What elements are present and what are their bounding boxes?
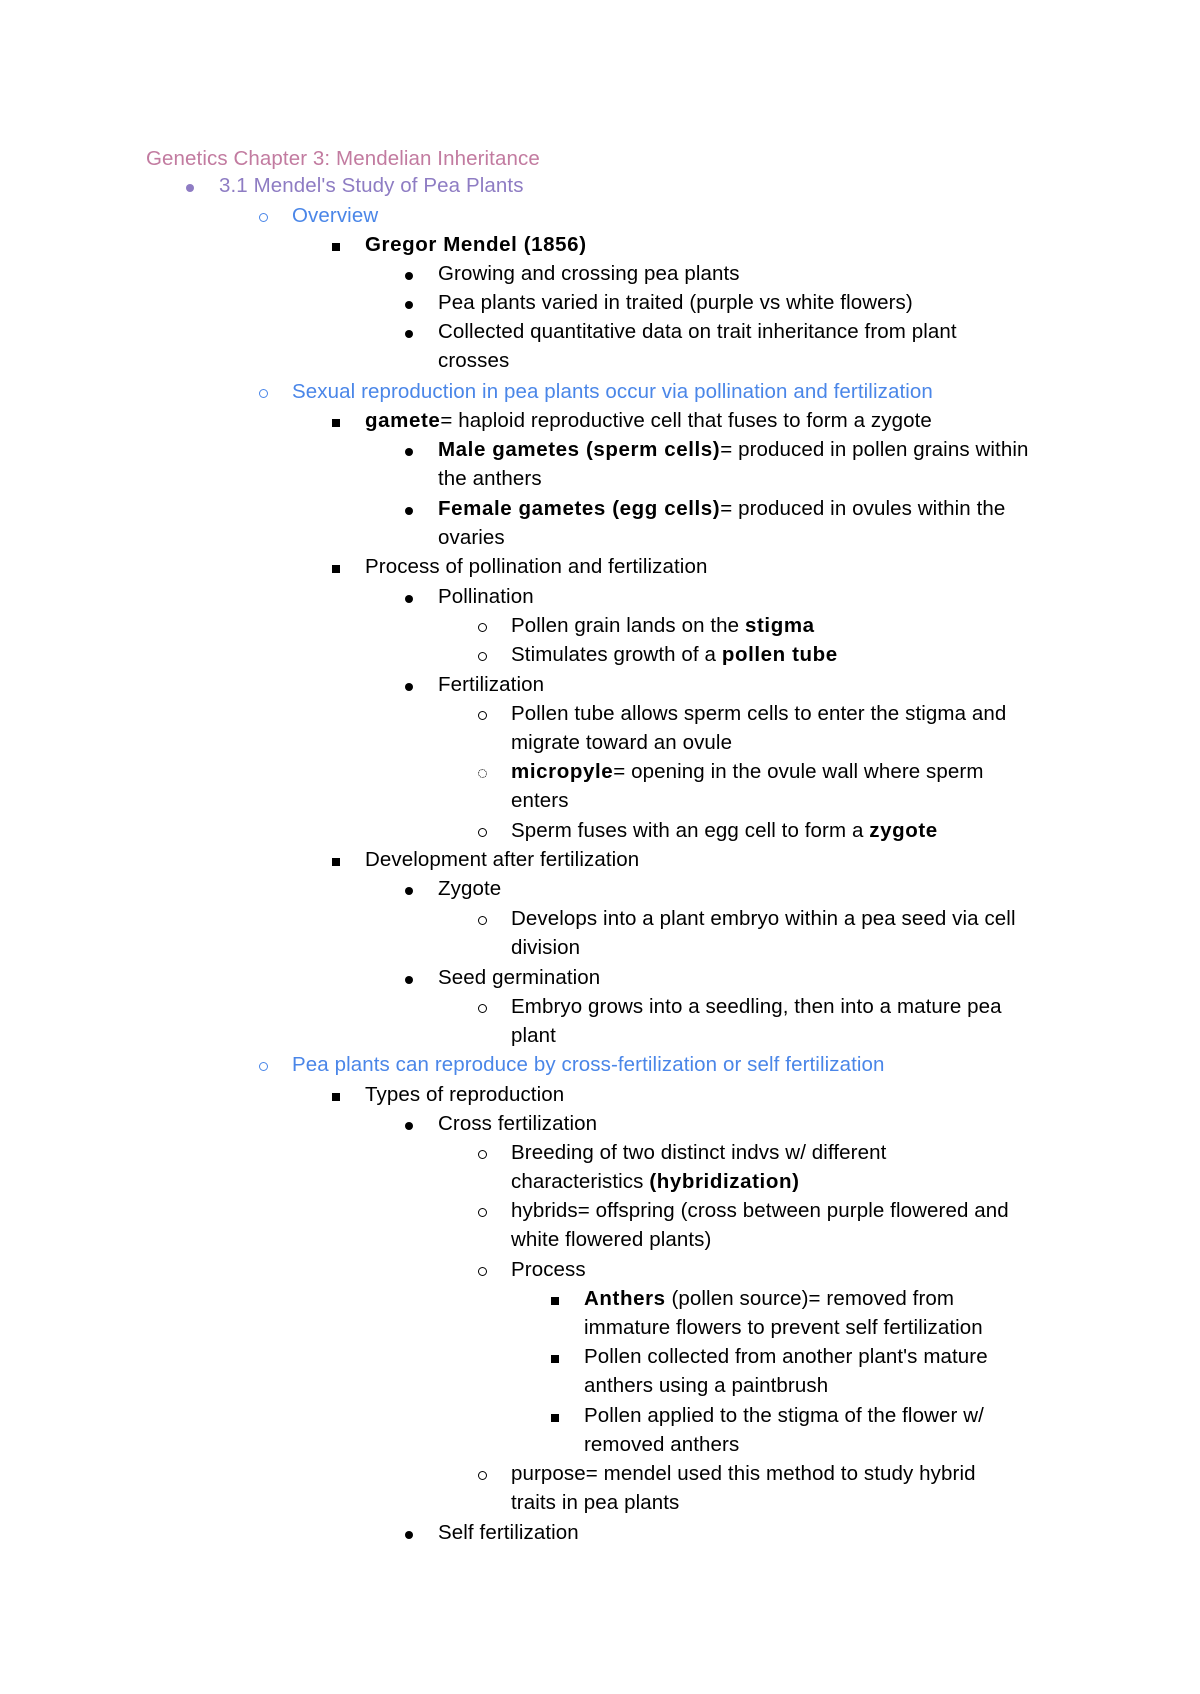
female-gametes-item [438,497,1005,521]
definition: = produced in ovules within the [720,497,1006,520]
list-item: Collected quantitative data on trait inheritance from plant [438,320,957,343]
list-item: Pollen applied to the stigma of the flower w/ [584,1404,984,1427]
bullet-filled-icon [397,320,421,344]
list-item [511,819,938,843]
list-item-continuation: white flowered plants) [511,1228,712,1251]
list-item-continuation: division [511,936,581,959]
term: Male gametes (sperm cells) [438,438,721,461]
list-item-continuation: enters [511,789,569,812]
list-item [511,643,838,667]
bullet-filled-icon [178,174,202,198]
list-item [584,1287,954,1311]
bullet-hollow-icon [470,702,494,726]
bullet-filled-icon [397,1521,421,1545]
bullet-hollow-icon [470,907,494,931]
term: zygote [869,819,938,842]
term: (hybridization) [649,1170,800,1193]
list-item-continuation: removed anthers [584,1433,740,1456]
definition: = haploid reproductive cell that fuses to form a zygote [440,409,932,432]
list-item: Cross fertilization [438,1112,598,1135]
bullet-square-icon [543,1345,567,1369]
gregor-mendel-item: Gregor Mendel (1856) [365,233,587,256]
bullet-filled-icon [397,877,421,901]
section-heading: 3.1 Mendel's Study of Pea Plants [219,174,524,197]
bullet-hollow-icon [251,204,275,228]
list-item [511,614,815,638]
subsection-reproduction-types: Pea plants can reproduce by cross-fertilization or self fertilization [292,1053,885,1076]
bullet-square-icon [543,1404,567,1428]
list-item-continuation: anthers using a paintbrush [584,1374,829,1397]
list-item: Self fertilization [438,1521,579,1544]
bullet-dotted-icon [470,760,494,784]
bullet-square-icon [324,1083,348,1107]
male-gametes-item [438,438,1028,462]
text: (pollen source)= removed from [665,1287,955,1310]
list-item: Process of pollination and fertilization [365,555,708,578]
list-item: purpose= mendel used this method to study hybrid [511,1462,976,1485]
term: pollen tube [721,643,838,666]
list-item-continuation: traits in pea plants [511,1491,680,1514]
bullet-hollow-icon [470,1141,494,1165]
term: stigma [744,614,815,637]
bullet-square-icon [324,848,348,872]
definition: = produced in pollen grains within [720,438,1029,461]
bullet-hollow-icon [470,1258,494,1282]
list-item: Growing and crossing pea plants [438,262,740,285]
bullet-filled-icon [397,585,421,609]
bullet-hollow-icon [470,1199,494,1223]
list-item: Pollination [438,585,534,608]
bullet-filled-icon [397,262,421,286]
term: Anthers [584,1287,666,1310]
bullet-hollow-icon [470,643,494,667]
gamete-definition [365,409,932,433]
list-item-continuation: plant [511,1024,556,1047]
text: Pollen grain lands on the [511,614,745,637]
bullet-square-icon [324,233,348,257]
list-item: Breeding of two distinct indvs w/ different [511,1141,887,1164]
list-item: Development after fertilization [365,848,640,871]
bullet-filled-icon [397,673,421,697]
list-item: hybrids= offspring (cross between purple flowered and [511,1199,1009,1222]
subsection-sexual-reproduction: Sexual reproduction in pea plants occur via pollination and fertilization [292,380,933,403]
list-item: Process [511,1258,586,1281]
text: Stimulates growth of a [511,643,722,666]
list-item-continuation: ovaries [438,526,505,549]
bullet-filled-icon [397,438,421,462]
bullet-square-icon [324,409,348,433]
list-item: Embryo grows into a seedling, then into a mature pea [511,995,1002,1018]
term: gamete [365,409,441,432]
subsection-overview: Overview [292,204,379,227]
bullet-hollow-icon [251,380,275,404]
list-item: Pollen collected from another plant's mature [584,1345,988,1368]
term: micropyle [511,760,614,783]
bullet-filled-icon [397,1112,421,1136]
bullet-filled-icon [397,291,421,315]
list-item-continuation: migrate toward an ovule [511,731,733,754]
bullet-square-icon [543,1287,567,1311]
micropyle-definition [511,760,984,784]
list-item: Pollen tube allows sperm cells to enter the stigma and [511,702,1007,725]
list-item-continuation: immature flowers to prevent self fertilization [584,1316,983,1339]
list-item: Seed germination [438,966,601,989]
bullet-hollow-icon [470,1462,494,1486]
list-item-continuation [511,1170,800,1194]
bullet-hollow-icon [251,1053,275,1077]
list-item: Develops into a plant embryo within a pea seed via cell [511,907,1016,930]
text: characteristics [511,1170,650,1193]
page-title: Genetics Chapter 3: Mendelian Inheritance [146,147,540,170]
list-item-continuation: crosses [438,349,510,372]
bullet-filled-icon [397,966,421,990]
bullet-square-icon [324,555,348,579]
text: Sperm fuses with an egg cell to form a [511,819,870,842]
list-item: Fertilization [438,673,545,696]
term: Female gametes (egg cells) [438,497,721,520]
list-item-continuation: the anthers [438,467,542,490]
list-item: Types of reproduction [365,1083,565,1106]
list-item: Pea plants varied in traited (purple vs white flowers) [438,291,913,314]
bullet-hollow-icon [470,614,494,638]
bullet-filled-icon [397,497,421,521]
definition: = opening in the ovule wall where sperm [613,760,984,783]
list-item: Zygote [438,877,502,900]
bullet-hollow-icon [470,995,494,1019]
bullet-hollow-icon [470,819,494,843]
